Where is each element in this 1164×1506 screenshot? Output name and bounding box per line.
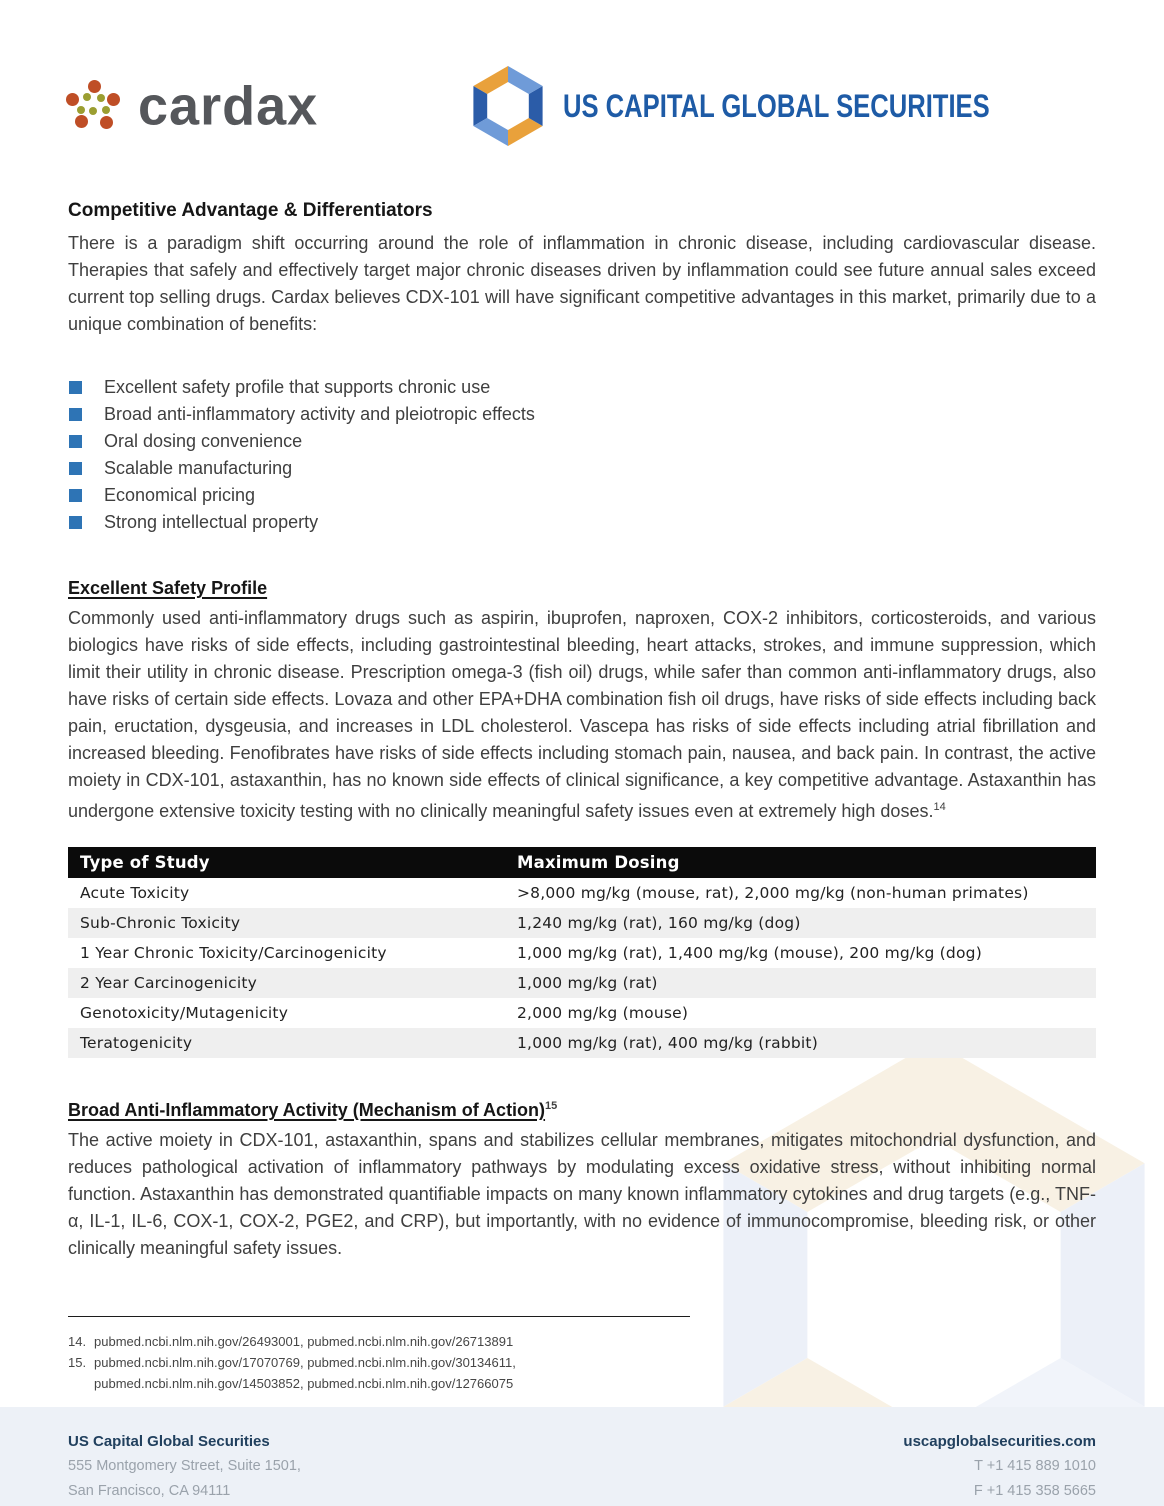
bullet-label: Economical pricing bbox=[104, 485, 256, 505]
footnote-number: 14. bbox=[68, 1334, 87, 1349]
uscap-hexagon-icon bbox=[467, 60, 549, 152]
table-header-row bbox=[68, 847, 1096, 878]
section-heading-safety: Excellent Safety Profile bbox=[68, 578, 268, 598]
bullet-square-icon bbox=[69, 408, 82, 421]
footnotes bbox=[68, 1331, 1096, 1394]
logo-dot bbox=[102, 106, 110, 114]
uscap-logo-text: US CAPITAL GLOBAL SECURITIES bbox=[562, 87, 990, 124]
bullet-square-icon bbox=[69, 381, 82, 394]
table-row bbox=[68, 908, 1096, 938]
bullet-item bbox=[68, 509, 1096, 536]
logo-dot bbox=[75, 115, 88, 128]
dosing-cell: 1,000 mg/kg (rat) bbox=[517, 974, 658, 992]
bullet-label: Oral dosing convenience bbox=[104, 431, 303, 451]
page-title: Competitive Advantage & Differentiators bbox=[68, 200, 433, 221]
footnote-divider bbox=[68, 1316, 690, 1317]
footer-address-line1: 555 Montgomery Street, Suite 1501, bbox=[68, 1458, 301, 1474]
cardax-logo-text: cardax bbox=[138, 75, 319, 137]
cardax-logo-dots-icon bbox=[64, 79, 122, 133]
footer-company: US Capital Global Securities bbox=[68, 1433, 270, 1450]
dosing-cell: 1,240 mg/kg (rat), 160 mg/kg (dog) bbox=[517, 914, 801, 932]
footnote-item bbox=[68, 1331, 1096, 1352]
logo-dot bbox=[88, 80, 101, 93]
footer-fax: F +1 415 358 5665 bbox=[973, 1483, 1096, 1499]
logo-dot bbox=[107, 93, 120, 106]
table-row bbox=[68, 998, 1096, 1028]
bullet-square-icon bbox=[69, 435, 82, 448]
study-cell: Teratogenicity bbox=[80, 1034, 193, 1052]
table-row bbox=[68, 968, 1096, 998]
dosing-table bbox=[68, 847, 1096, 1058]
logo-dot bbox=[89, 107, 97, 115]
footer-contact-block bbox=[68, 1429, 301, 1506]
bullet-label: Strong intellectual property bbox=[104, 512, 319, 532]
uscap-logo bbox=[467, 60, 1096, 152]
table-row bbox=[68, 878, 1096, 908]
bullet-item bbox=[68, 482, 1096, 509]
header bbox=[64, 60, 1096, 152]
footnote-item bbox=[68, 1352, 1096, 1394]
footer-address-line2: San Francisco, CA 94111 bbox=[68, 1483, 231, 1499]
study-cell: Genotoxicity/Mutagenicity bbox=[80, 1004, 289, 1022]
logo-dot bbox=[100, 116, 113, 129]
footnote-number: 15. bbox=[68, 1355, 87, 1370]
footer bbox=[0, 1407, 1164, 1506]
footnote-text: pubmed.ncbi.nlm.nih.gov/26493001, pubmed.ncbi.nlm.nih.gov/26713891 bbox=[94, 1334, 514, 1349]
bullet-square-icon bbox=[69, 462, 82, 475]
mechanism-paragraph: The active moiety in CDX-101, astaxanthin, spans and stabilizes cellular membranes, mitigates mitochondrial dysfunction, and reduces pathological activation of inflammatory pathways by modulating excess oxidative stress, without inhibiting normal function. Astaxanthin has demonstrated quantifiable impacts on many known inflammatory cytokines and drug targets (e.g., TNF-α, IL-1, IL-6, COX-1, COX-2, PGE2, and CRP), but importantly, with no evidence of immunocompromise, bleeding risk, or other clinically meaningful safety issues. bbox=[68, 1130, 1096, 1258]
study-cell: 2 Year Carcinogenicity bbox=[80, 974, 258, 992]
bullet-item bbox=[68, 428, 1096, 455]
bullet-item bbox=[68, 455, 1096, 482]
footer-website: uscapglobalsecurities.com bbox=[903, 1433, 1096, 1450]
study-cell: Sub-Chronic Toxicity bbox=[80, 914, 241, 932]
dosing-cell: 1,000 mg/kg (rat), 400 mg/kg (rabbit) bbox=[517, 1034, 818, 1052]
intro-paragraph: There is a paradigm shift occurring around the role of inflammation in chronic disease, including cardiovascular disease. Therapies that safely and effectively target major chronic diseases driven by inflammation could see future annual sales exceed current top selling drugs. Cardax believes CDX-101 will have significant competitive advantages in this market, primarily due to a unique combination of benefits: bbox=[68, 233, 1096, 334]
dosing-cell: 2,000 mg/kg (mouse) bbox=[517, 1004, 689, 1022]
bullet-label: Excellent safety profile that supports chronic use bbox=[104, 377, 491, 397]
cardax-logo bbox=[64, 75, 319, 137]
safety-paragraph: Commonly used anti-inflammatory drugs such as aspirin, ibuprofen, naproxen, COX-2 inhibitors, corticosteroids, and various biologics have risks of side effects, including gastrointestinal bleeding, heart attacks, strokes, and immune suppression, which limit their utility in chronic disease. Prescription omega-3 (fish oil) drugs, while safer than common anti-inflammatory drugs, also have risks of certain side effects. Lovaza and other EPA+DHA combination fish oil drugs, have risks of side effects including back pain, eructation, dysgeusia, and increases in LDL cholesterol. Vascepa has risks of side effects including atrial fibrillation and increased bleeding. Fenofibrates have risks of side effects including stomach pain, nausea, and back pain. In contrast, the active moiety in CDX-101, astaxanthin, has no known side effects of clinical significance, a key competitive advantage. Astaxanthin has undergone extensive toxicity testing with no clinically meaningful safety issues even at extremely high doses.$^{14}$ bbox=[68, 608, 1096, 821]
logo-dot bbox=[83, 93, 91, 101]
logo-dot bbox=[77, 106, 85, 114]
bullet-square-icon bbox=[69, 489, 82, 502]
logo-dot bbox=[66, 93, 79, 106]
section-heading-mechanism: Broad Anti-Inflammatory Activity (Mechanism of Action)$^{15}$ bbox=[68, 1100, 558, 1120]
study-cell: 1 Year Chronic Toxicity/Carcinogenicity bbox=[80, 944, 387, 962]
dosing-cell: 1,000 mg/kg (rat), 1,400 mg/kg (mouse), 200 mg/kg (dog) bbox=[517, 944, 982, 962]
logo-dot bbox=[97, 94, 105, 102]
footnote-ref-14: 14 bbox=[933, 801, 946, 813]
study-cell: Acute Toxicity bbox=[80, 884, 190, 902]
bullet-item bbox=[68, 374, 1096, 401]
column-header-dosing: Maximum Dosing bbox=[505, 847, 1096, 878]
footer-phone: T +1 415 889 1010 bbox=[974, 1458, 1096, 1474]
bullet-square-icon bbox=[69, 516, 82, 529]
column-header-study: Type of Study bbox=[68, 847, 505, 878]
bullet-list bbox=[68, 374, 1096, 536]
table-row bbox=[68, 1028, 1096, 1058]
footnote-text: pubmed.ncbi.nlm.nih.gov/17070769, pubmed.ncbi.nlm.nih.gov/30134611, pubmed.ncbi.nlm.nih.gov/14503852, pubmed.ncbi.nlm.nih.gov/12766075 bbox=[94, 1355, 516, 1391]
bullet-label: Scalable manufacturing bbox=[104, 458, 293, 478]
dosing-cell: >8,000 mg/kg (mouse, rat), 2,000 mg/kg (non-human primates) bbox=[517, 884, 1029, 902]
footer-links-block bbox=[903, 1429, 1096, 1506]
table-row bbox=[68, 938, 1096, 968]
footnote-ref-15: 15 bbox=[545, 1100, 558, 1112]
bullet-item bbox=[68, 401, 1096, 428]
bullet-label: Broad anti-inflammatory activity and pleiotropic effects bbox=[104, 404, 535, 424]
